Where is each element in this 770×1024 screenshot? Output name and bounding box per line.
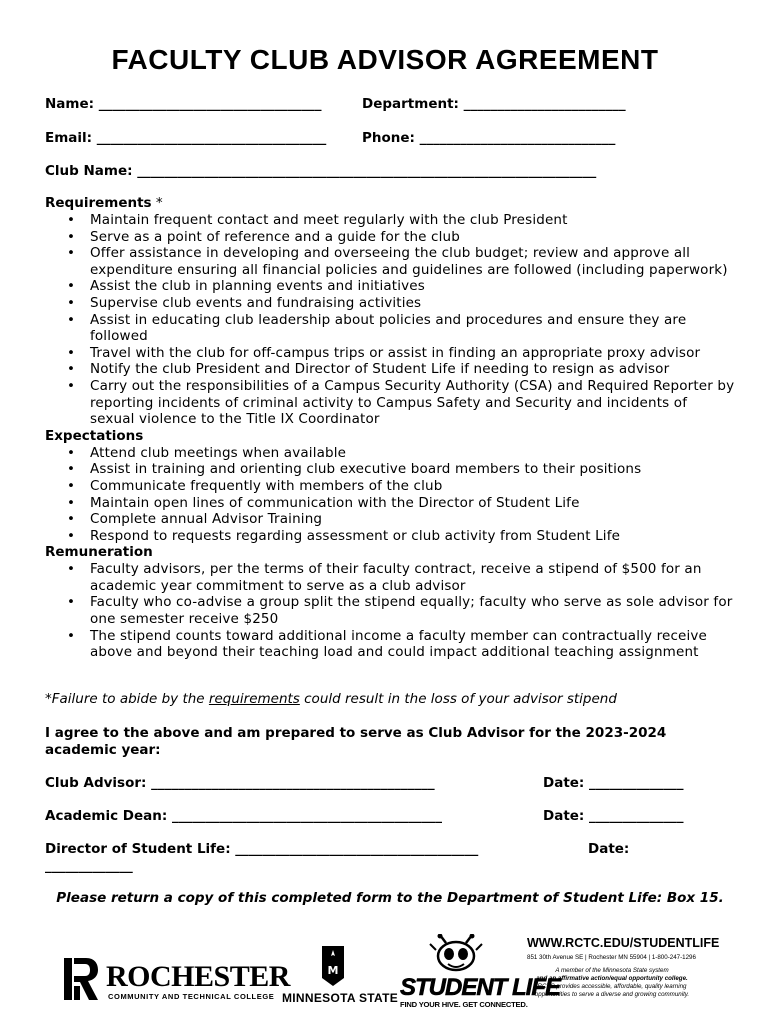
requirement-item: • Offer assistance in developing and overseeing the club budget; review and approve all expenditure ensuring all financial policies and guidelines are followed (including paperwork): [45, 245, 735, 278]
requirement-item: • Assist in educating club leadership about policies and procedures and ensure they are followed: [45, 312, 735, 345]
requirements-link[interactable]: requirements: [208, 691, 300, 707]
minnesota-state-mark-icon: [322, 946, 344, 986]
remuneration-item: • The stipend counts toward additional income a faculty member can contractually receive above and beyond their teaching load and could impact additional teaching assignment: [45, 628, 735, 661]
expectation-item: • Attend club meetings when available: [45, 445, 735, 462]
requirement-item: • Supervise club events and fundraising activities: [45, 295, 735, 312]
requirements-heading-text: Requirements: [45, 195, 152, 211]
student-life-logo: [398, 934, 560, 1018]
director-date[interactable]: Date:: [588, 841, 630, 857]
phone-field[interactable]: Phone: _____________________________: [362, 130, 616, 146]
email-field[interactable]: Email: __________________________________: [45, 130, 327, 146]
student-life-wordmark: STUDENT LIFE: [400, 974, 560, 1001]
remuneration-list: [45, 561, 735, 661]
return-instructions: Please return a copy of this completed form to the Department of Student Life: Box 15.: [56, 890, 724, 906]
director-date-line[interactable]: _____________: [45, 858, 133, 874]
website-link[interactable]: WWW.RCTC.EDU/STUDENTLIFE: [527, 936, 720, 950]
address: 851 30th Avenue SE | Rochester MN 55904 | 1-800-247-1296: [527, 954, 696, 961]
requirements-section: [45, 195, 735, 661]
academic-dean-date[interactable]: Date: ______________: [543, 808, 684, 824]
expectation-item: • Respond to requests regarding assessment or club activity from Student Life: [45, 528, 735, 545]
requirements-list: [45, 212, 735, 428]
requirements-asterisk: *: [151, 195, 163, 211]
requirements-heading: [45, 195, 735, 212]
expectation-item: • Complete annual Advisor Training: [45, 511, 735, 528]
rctc-name: ROCHESTER: [106, 960, 290, 993]
footer: [0, 930, 770, 1024]
remuneration-heading: Remuneration: [45, 544, 153, 561]
expectations-list: [45, 445, 735, 545]
club-advisor-signature[interactable]: Club Advisor: __________________________________________: [45, 775, 435, 791]
agreement-statement: I agree to the above and am prepared to serve as Club Advisor for the 2023-2024 academic year:: [45, 725, 667, 758]
page-title: FACULTY CLUB ADVISOR AGREEMENT: [111, 44, 659, 75]
member-statement: [527, 967, 697, 999]
member-line-1: A member of the Minnesota State system: [555, 967, 669, 974]
requirement-item: • Travel with the club for off-campus trips or assist in finding an appropriate proxy advisor: [45, 345, 735, 362]
note-prefix: *Failure to abide by the: [45, 691, 209, 707]
bee-mascot-icon: [428, 934, 484, 976]
department-field[interactable]: Department: ________________________: [362, 96, 626, 112]
member-line-2: and an affirmative action/equal opportunity college.: [536, 975, 688, 982]
stipend-note: [45, 691, 617, 707]
rctc-subtitle: COMMUNITY AND TECHNICAL COLLEGE: [108, 992, 275, 1001]
name-field[interactable]: Name: _________________________________: [45, 96, 322, 112]
expectation-item: • Communicate frequently with members of the club: [45, 478, 735, 495]
student-life-tagline: FIND YOUR HIVE. GET CONNECTED.: [400, 1000, 528, 1009]
expectation-item: • Maintain open lines of communication with the Director of Student Life: [45, 495, 735, 512]
requirement-item: • Assist the club in planning events and initiatives: [45, 278, 735, 295]
remuneration-item: • Faculty who co-advise a group split the stipend equally; faculty who serve as sole advisor for one semester receive $250: [45, 594, 735, 627]
academic-dean-signature[interactable]: Academic Dean: ________________________________________: [45, 808, 442, 824]
requirement-item: • Serve as a point of reference and a guide for the club: [45, 229, 735, 246]
requirement-item: • Maintain frequent contact and meet regularly with the club President: [45, 212, 735, 229]
club-advisor-date[interactable]: Date: ______________: [543, 775, 684, 791]
expectation-item: • Assist in training and orienting club executive board members to their positions: [45, 461, 735, 478]
rctc-r-icon: [62, 956, 100, 1002]
contact-info: [527, 936, 727, 999]
club-name-field[interactable]: Club Name: ____________________________________________________________________: [45, 163, 597, 179]
expectations-heading: Expectations: [45, 427, 144, 444]
note-suffix: could result in the loss of your advisor stipend: [299, 691, 617, 707]
minnesota-state-name: MINNESOTA STATE: [282, 991, 399, 1005]
svg-text:M: M: [327, 964, 339, 977]
member-line-4: opportunities to serve a diverse and growing community.: [534, 991, 690, 998]
member-line-3: RCTC provides accessible, affordable, quality learning: [537, 983, 687, 990]
requirement-item: • Carry out the responsibilities of a Campus Security Authority (CSA) and Required Reporter by reporting incidents of criminal activity to Campus Safety and Security and incidents of sexual violence to the Title IX Coordinator: [45, 378, 735, 428]
remuneration-item: • Faculty advisors, per the terms of their faculty contract, receive a stipend of $500 for an academic year commitment to serve as a club advisor: [45, 561, 735, 594]
director-signature[interactable]: Director of Student Life: ____________________________________: [45, 841, 479, 857]
requirement-item: • Notify the club President and Director of Student Life if needing to resign as advisor: [45, 361, 735, 378]
